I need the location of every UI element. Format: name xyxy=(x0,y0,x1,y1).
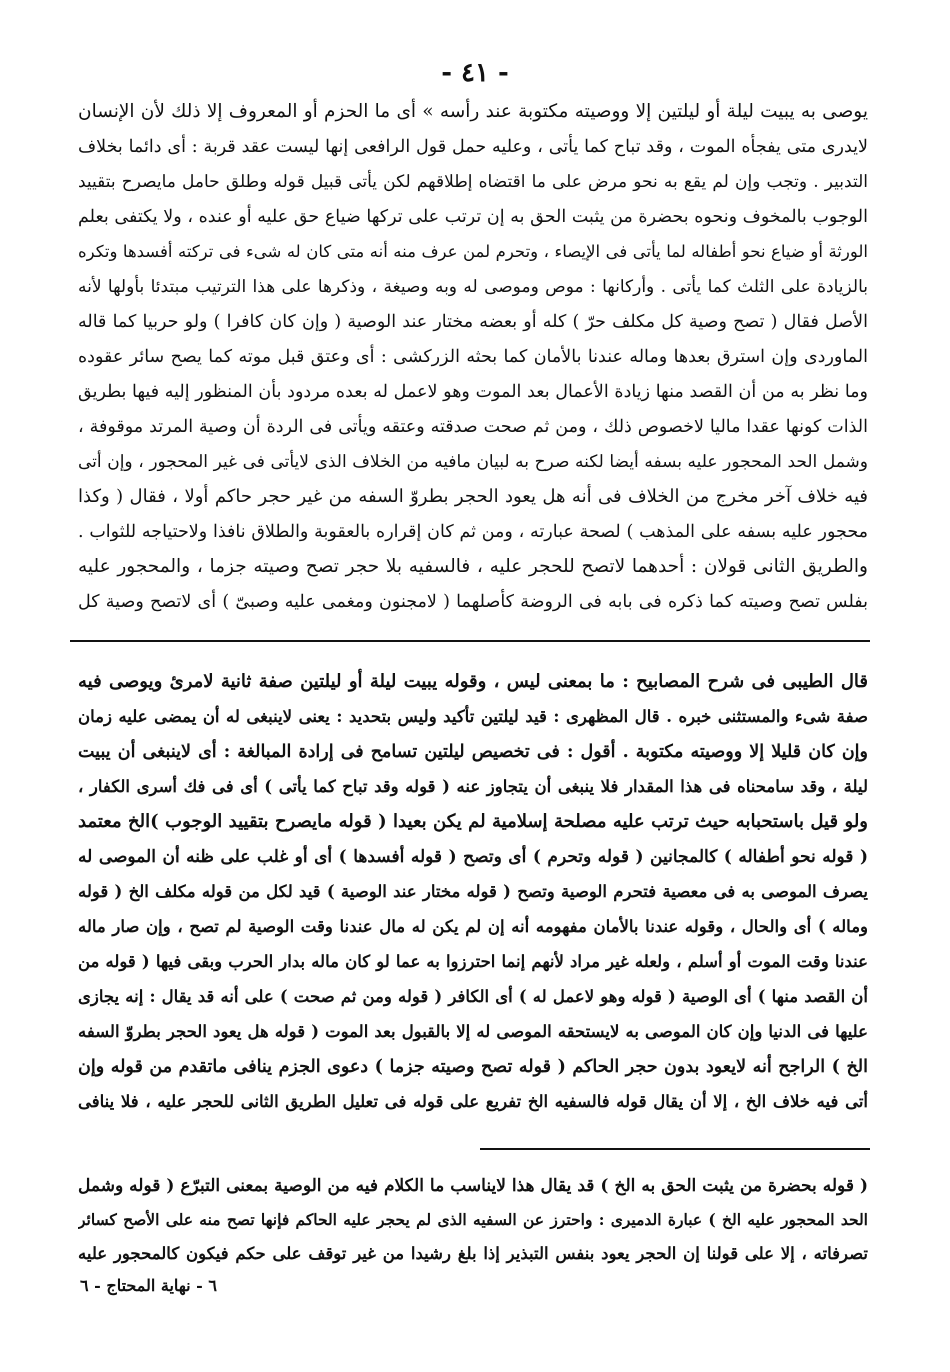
commentary-line: أتى فيه خلاف الخ ، إلا أن يقال قوله فالسفيه الخ تفريع على قوله فى تعليل الطريق الثانى للحجر عليه ، فلا ينافى xyxy=(78,1092,868,1111)
main-line: لايدرى متى يفجأه الموت ، وقد تباح كما يأتى ، وعليه حمل قول الرافعى إنها ليست عقد قربة : أى دائما بخلاف xyxy=(78,137,868,157)
commentary-line: الخ ) الراجح أنه لايعود بدون حجر الحاكم ( قوله تصح وصيته جزما ) دعوى الجزم ينافى ماتقدم من قوله وإن xyxy=(78,1057,868,1077)
main-line: الورثة أو ضياع نحو أطفاله لما يأتى فى الإيصاء ، وتحرم لمن عرف منه أنه متى كان له شىء فى تركته أفسدها وتكره xyxy=(78,242,868,261)
main-line: محجور عليه بسفه على المذهب ) لصحة عبارته ، ومن ثم كان إقراره بالعقوبة والطلاق نافذا ولاحتياجه للثواب . xyxy=(78,522,868,542)
main-line: بالزيادة على الثلث كما يأتى . وأركانها : موص وموصى له وبه وصيغة ، وذكرها على هذا الترتيب مبتدئا بأولها لأنه xyxy=(78,277,868,297)
commentary-line: ولو قيل باستحبابه حيث ترتب عليه مصلحة إسلامية لم يكن بعيدا ( قوله مايصرح بتقييد الوجوب )الخ معتمد xyxy=(78,811,868,832)
divider-rule xyxy=(70,640,870,642)
footnote-rule xyxy=(480,1148,870,1150)
commentary-line: صفة شىء والمستثنى خبره . قال المظهرى : قيد ليلتين تأكيد وليس بتحديد : يعنى لاينبغى له أن يمضى عليه زمان xyxy=(78,707,868,726)
footnote-line: ( قوله بحضرة من يثبت الحق به الخ ) قد يقال هذا لايناسب ما الكلام فيه من الوصية بمعنى التبرّع ( قوله وشمل xyxy=(78,1176,868,1196)
main-line: وشمل الحد المحجور عليه بسفه أيضا لكنه صرح به لبيان مافيه من الخلاف الذى لايأتى فى غير المحجور ، وإن أتى xyxy=(78,452,868,472)
commentary-line: ليلة ، وقد سامحناه فى هذا المقدار فلا ينبغى أن يتجاوز عنه ( قوله وقد تباح كما يأتى ) أى فى فك أسرى الكفار ، xyxy=(78,777,868,796)
main-line: الماوردى وإن استرق بعدها وماله عندنا بالأمان كما بحثه الزركشى : أى وعتق قبل موته كما يصح سائر عقوده xyxy=(78,347,868,367)
main-line: والطريق الثانى قولان : أحدهما لاتصح للحجر عليه ، فالسفيه بلا حجر تصح وصيته جزما ، والمحجور عليه xyxy=(78,556,868,577)
commentary-line: أن القصد منها ) أى الوصية ( قوله وهو لاعمل له ) أى الكافر ( قوله ومن ثم صحت ) على أنه قد يقال : إنه يجازى xyxy=(78,987,868,1006)
commentary-line: عليها فى الدنيا وإن كان الموصى به لايستحقه الموصى له إلا بالقبول بعد الموت ( قوله هل يعود الحجر بطروّ السفه xyxy=(78,1022,868,1041)
footnote-line: الحد المحجور عليه الخ ) عبارة الدميرى : واحترز عن السفيه الذى لم يحجر عليه الحاكم فإنها تصح منه على الأصح كسائر xyxy=(78,1210,868,1229)
main-line: الذات كونها عقدا ماليا لاخصوص ذلك ، ومن ثم صحت صدقته وعتقه ويأتى فى الردة أن وصية المرتد موقوفة ، xyxy=(78,417,868,437)
main-line: يوصى به يبيت ليلة أو ليلتين إلا ووصيته مكتوبة عند رأسه » أى ما الحزم أو المعروف إلا ذلك لأن الإنسان xyxy=(78,101,868,122)
main-line: فيه خلاف آخر مخرج من الخلاف فى أنه هل يعود الحجر بطروّ السفه من غير حجر حاكم أولا ، فقال ( وكذا xyxy=(78,486,868,507)
main-line: التدبير . وتجب وإن لم يقع به نحو مرض على ما اقتضاه إطلاقهم لكن يأتى قبيل قوله وطلق حامل مايصرح بتقييد xyxy=(78,172,868,192)
footnote-line: تصرفاته ، إلا على قولنا إن الحجر يعود بنفس التبذير إذا بلغ رشيدا من غير توقف على حكم فيكون كالمحجور عليه xyxy=(78,1244,868,1263)
main-line: الوجوب بالمخوف ونحوه بحضرة من يثبت الحق به إن ترتب على تركها ضياع حق عليه أو عنده ، ولا يكتفى بعلم xyxy=(78,207,868,227)
commentary-line: عندنا وقت الموت أو أسلم ، ولعله غير مراد لأنهم إنما احترزوا به عما لو كان ماله بدار الحرب وبقى فيها ( قوله من xyxy=(78,952,868,971)
main-line: الأصل فقال ( تصح وصية كل مكلف حرّ ) كله أو بعضه مختار عند الوصية ( وإن كان كافرا ) ولو حربيا كما قاله xyxy=(78,312,868,332)
main-line: وما نظر به من أن القصد منها زيادة الأعمال بعد الموت وهو لاعمل له بعده مردود بأن المنظور إليه فيها بطريق xyxy=(78,382,868,402)
signature-mark: ٦ - نهاية المحتاج - ٦ xyxy=(80,1276,217,1295)
commentary-line: وإن كان قليلا إلا ووصيته مكتوبة . أقول : فى تخصيص ليلتين تسامح فى إرادة المبالغة : أى لاينبغى أن يبيت xyxy=(78,742,868,762)
commentary-line: قال الطيبى فى شرح المصابيح : ما بمعنى ليس ، وقوله يبيت ليلة أو ليلتين صفة ثانية لامرئ ويوصى فيه xyxy=(78,671,868,692)
commentary-line: ( قوله نحو أطفاله ) كالمجانين ( قوله وتحرم ) أى وتصح ( قوله أفسدها ) أى أو غلب على ظنه أن الموصى له xyxy=(78,847,868,867)
page-number: - ٤١ - xyxy=(441,58,509,88)
commentary-line: وماله ) أى والحال ، وقوله عندنا بالأمان مفهومه أنه إن لم يكن له مال عندنا وقت الوصية لم تصح ، وإن صار ماله xyxy=(78,917,868,936)
commentary-line: يصرف الموصى به فى معصية فتحرم الوصية وتصح ( قوله مختار عند الوصية ) قيد لكل من قوله مكلف الخ ( قوله xyxy=(78,882,868,901)
main-line: بفلس تصح وصيته كما ذكره فى بابه فى الروضة كأصلهما ( لامجنون ومغمى عليه وصبىّ ) أى لاتصح وصية كل xyxy=(78,592,868,612)
